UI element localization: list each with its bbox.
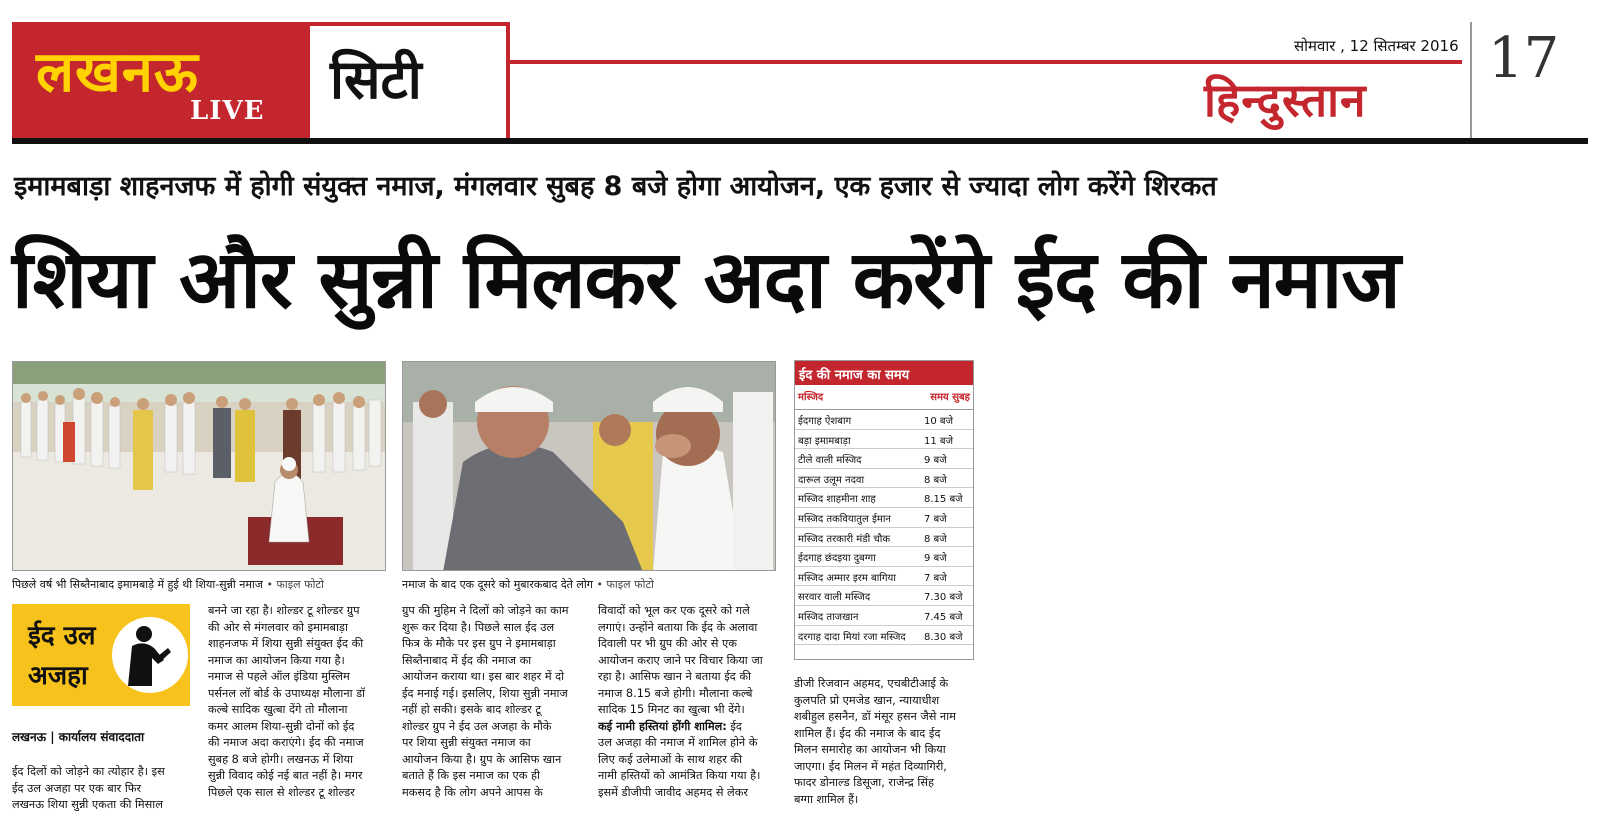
eid-badge-line2: अजहा [28, 661, 88, 691]
namaz-time: 7.30 बजे [924, 592, 963, 604]
timings-row [795, 508, 973, 528]
dateline: सोमवार , 12 सितम्बर 2016 [1294, 37, 1459, 55]
section-name: सिटी [330, 48, 422, 111]
mosque-name: दारूल उलूम नदवा [798, 474, 865, 486]
timings-row [795, 567, 973, 587]
masthead-base-rule [12, 138, 1588, 144]
article-line: मिलन समारोह का आयोजन भी किया [794, 743, 946, 756]
article-line: उल अजहा की नमाज में शामिल होने के [598, 736, 758, 749]
photo1-caption [12, 577, 324, 592]
photo-greeting [402, 361, 776, 571]
article-line: डीजी रिजवान अहमद, एचबीटीआई के [794, 677, 949, 690]
timings-row [795, 626, 973, 646]
article-line: नामी हस्तियों को आमंत्रित किया गया है। [598, 769, 761, 782]
article-line: नमाज 8.15 बजे होगी। मौलाना कल्बे [598, 686, 753, 700]
article-line: शुरू कर दिया है। पिछले साल ईद उल [402, 620, 555, 634]
timings-row [795, 449, 973, 469]
photo1-caption-text: पिछले वर्ष भी सिब्तैनाबाद इमामबाड़े में हुई थी शिया-सुन्नी नमाज [12, 578, 263, 591]
article-line: लगाएं। उन्होंने बताया कि ईद के अलावा [598, 620, 758, 634]
timings-rows [795, 410, 973, 645]
timings-row [795, 430, 973, 450]
namaz-time: 7.45 बजे [924, 611, 963, 623]
edition-tag: LIVE [190, 96, 265, 126]
page-number: 17 [1488, 26, 1560, 91]
article-line: ईद उल अजहा पर एक बार फिर [12, 781, 142, 795]
article-column-1 [12, 764, 190, 814]
photo-prayer-gathering [12, 361, 386, 571]
column-mosque: मस्जिद [798, 392, 824, 403]
article-line: सिब्तैनाबाद में ईद की नमाज का [402, 653, 532, 667]
article-line: बग्गा शामिल हैं। [794, 792, 859, 806]
timings-row [795, 547, 973, 567]
article-line: कल्बे सादिक खुत्बा देंगे तो मौलाना [208, 703, 348, 716]
article-line: कमर आलम शिया-सुन्नी दोनों को ईद [208, 719, 355, 733]
article-line: पर शिया सुन्नी संयुक्त नमाज का [402, 736, 531, 749]
article-subhead: कई नामी हस्तियां होंगी शामिल: [598, 719, 727, 733]
masthead-rule [510, 60, 1462, 64]
section-badge [310, 22, 510, 142]
photo2-caption-text: नमाज के बाद एक दूसरे को मुबारकबाद देते लोग [402, 578, 593, 591]
kicker: इमामबाड़ा शाहनजफ में होगी संयुक्त नमाज, मंगलवार सुबह 8 बजे होगा आयोजन, एक हजार से ज्यादा लोग करेंगे शिरकत [14, 171, 1217, 202]
namaz-time: 7 बजे [924, 572, 947, 584]
article-line: सुन्नी विवाद कोई नई बात नहीं है। मगर [208, 769, 363, 782]
article-line: ईद मनाई गई। इसलिए, शिया सुन्नी नमाज [402, 686, 568, 700]
masthead-divider [1470, 22, 1472, 138]
namaz-time: 10 बजे [924, 416, 954, 427]
article-line: ग्रुप की मुहिम ने दिलों को जोड़ने का काम [402, 604, 569, 617]
article-line: लिए कई उलेमाओं के साथ शहर की [598, 752, 743, 766]
praying-man-icon [110, 612, 188, 698]
mosque-name: मस्जिद तकवियातुल ईमान [798, 513, 891, 525]
namaz-time: 8 बजे [924, 533, 947, 545]
article-line: फित्र के मौके पर इस ग्रुप ने इमामबाड़ा [402, 637, 556, 650]
article-line: शबीहुल हसनैन, डॉ मंसूर हसन जैसे नाम [794, 710, 956, 723]
timings-row [795, 469, 973, 489]
mosque-name: टीले वाली मस्जिद [798, 455, 862, 467]
article-line: की नमाज अदा कराएंगे। ईद की नमाज [208, 736, 364, 749]
article-line: आयोजन किया है। ग्रुप के आसिफ खान [402, 752, 562, 766]
article-line: बनने जा रहा है। शोल्डर टू शोल्डर ग्रुप [208, 604, 360, 617]
timings-row [795, 410, 973, 430]
namaz-time: 11 बजे [924, 435, 954, 447]
edition-badge [12, 22, 310, 142]
article-line: सुबह 8 बजे होगी। लखनऊ में शिया [208, 752, 354, 766]
subhead-line [598, 719, 776, 736]
article-line: दिवाली पर भी ग्रुप की ओर से एक [598, 637, 737, 650]
namaz-time: 8.15 बजे [924, 494, 963, 506]
article-column-4 [598, 603, 776, 801]
file-photo-label: • फाइल फोटो [266, 578, 324, 591]
mosque-name: मस्जिद शाहमीना शाह [798, 494, 876, 506]
eid-badge-line1: ईद उल [28, 621, 96, 651]
article-column-3 [402, 603, 582, 801]
article-line: सादिक 15 मिनट का खुत्बा भी देंगे। [598, 703, 745, 716]
article-line: नमाज का आयोजन किया गया है। [208, 653, 345, 667]
article-line: लखनऊ शिया सुन्नी एकता की मिसाल [12, 798, 163, 811]
mosque-name: मस्जिद तरकारी मंडी चौक [798, 533, 891, 545]
article-column-5 [794, 676, 974, 808]
namaz-time: 9 बजे [924, 553, 947, 565]
edition-name: लखनऊ [36, 40, 199, 105]
article-line: नहीं हो सकी। इसके बाद शोल्डर टू [402, 703, 542, 716]
masthead [12, 22, 1588, 144]
namaz-time: 9 बजे [924, 455, 947, 467]
article-line: विवादों को भूल कर एक दूसरे को गले [598, 604, 750, 617]
article-line: मकसद है कि लोग अपने आपस के [402, 785, 543, 799]
namaz-time: 8.30 बजे [924, 631, 963, 643]
timings-row [795, 586, 973, 606]
article-line: पर्सनल लॉ बोर्ड के उपाध्यक्ष मौलाना डॉ [208, 686, 366, 700]
mosque-name: मस्जिद ताजखान [798, 611, 859, 623]
article-line: रहा है। आसिफ खान ने बताया ईद की [598, 670, 751, 683]
timings-column-headers [795, 385, 973, 410]
mosque-name: बड़ा इमामबाड़ा [798, 435, 851, 447]
prayer-photo-illustration [13, 362, 386, 571]
file-photo-label: • फाइल फोटो [596, 578, 654, 591]
article-line: शामिल हैं। ईद की नमाज के बाद ईद [794, 726, 941, 740]
article-line: फादर डोनाल्ड डिसूजा, राजेन्द्र सिंह [794, 776, 934, 789]
timings-row [795, 606, 973, 626]
article-line: नमाज से पहले ऑल इंडिया मुस्लिम [208, 670, 350, 683]
article-line: इसमें डीजीपी जावीद अहमद से लेकर [598, 785, 749, 799]
newspaper-logo: हिन्दुस्तान [1204, 73, 1367, 127]
namaz-timings-box [794, 360, 974, 660]
article-line: की ओर से मंगलवार को इमामबाड़ा [208, 620, 348, 634]
article-line: बताते हैं कि इस नमाज का एक ही [402, 769, 540, 782]
photo2-caption [402, 577, 654, 592]
subhead-tail: ईद [726, 719, 742, 733]
timings-row [795, 488, 973, 508]
article-line: शोल्डर ग्रुप ने ईद उल अजहा के मौके [402, 719, 552, 733]
greeting-photo-illustration [403, 362, 776, 571]
mosque-name: मस्जिद अम्मार इरम बागिया [798, 572, 896, 584]
eid-ul-azha-badge [12, 604, 190, 706]
article-line: शाहनजफ में शिया सुन्नी संयुक्त ईद की [208, 637, 364, 650]
namaz-time: 7 बजे [924, 513, 947, 525]
article-line: आयोजन कराए जाने पर विचार किया जा [598, 653, 763, 667]
timings-row [795, 528, 973, 548]
article-column-2 [208, 603, 386, 801]
mosque-name: सरवार वाली मस्जिद [798, 592, 871, 604]
column-time: समय सुबह [930, 392, 970, 403]
article-line: ईद दिलों को जोड़ने का त्योहार है। इस [12, 765, 165, 778]
timings-title: ईद की नमाज का समय [795, 361, 973, 385]
namaz-time: 8 बजे [924, 474, 947, 486]
article-line: जाएगा। ईद मिलन में महंत दिव्यागिरी, [794, 759, 947, 773]
article-line: पिछले एक साल से शोल्डर टू शोल्डर [208, 785, 355, 799]
article-line: कुलपति प्रो एमजेड खान, न्यायाधीश [794, 693, 940, 707]
mosque-name: ईदगाह ऐशबाग [798, 416, 852, 427]
mosque-name: ईदगाह छंदइया दुबग्गा [798, 553, 876, 565]
article-line: आयोजन कराया था। इस बार शहर में दो [402, 670, 565, 683]
byline: लखनऊ | कार्यालय संवाददाता [12, 730, 145, 744]
mosque-name: दरगाह दादा मियां रजा मस्जिद [798, 631, 906, 643]
headline: शिया और सुन्नी मिलकर अदा करेंगे ईद की नमाज [12, 233, 1400, 326]
